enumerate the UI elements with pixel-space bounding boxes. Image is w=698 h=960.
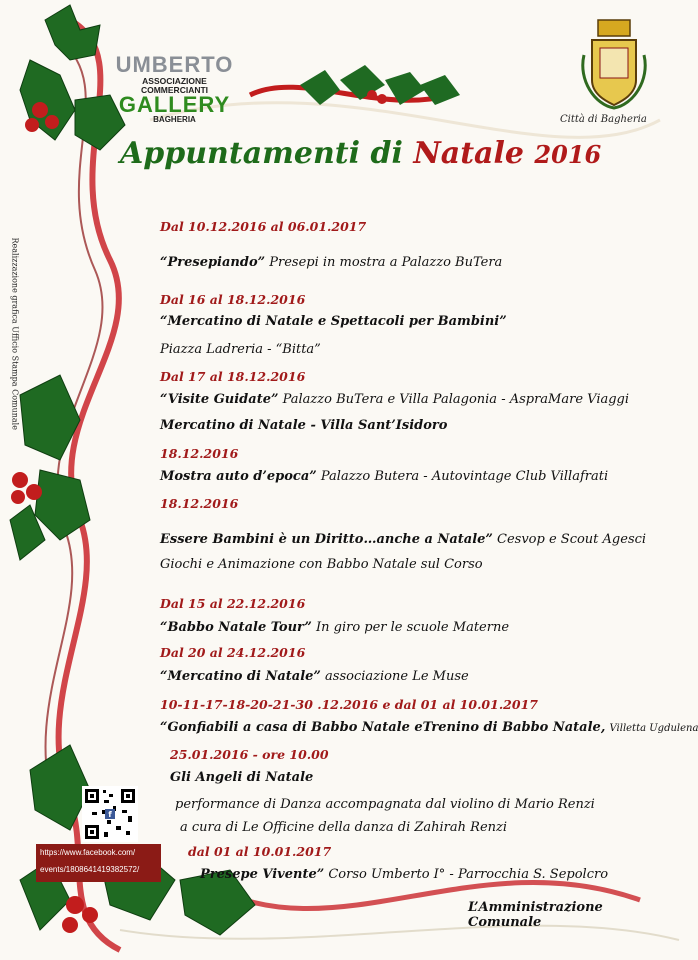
event-date: Dal 20 al 24.12.2016 — [160, 645, 306, 660]
qr-code — [82, 786, 138, 842]
event-title: “Gonfiabili a casa di Babbo Natale eTrenino di Babbo Natale, — [160, 720, 606, 735]
event-line — [160, 532, 646, 547]
event-date: 10-11-17-18-20-21-30 .12.2016 e dal 01 al 10.01.2017 — [160, 697, 538, 712]
event-title: “Visite Guidate” — [160, 392, 279, 407]
event-date: Dal 17 al 18.12.2016 — [160, 369, 306, 384]
event-date: Dal 10.12.2016 al 06.01.2017 — [160, 219, 367, 234]
qr-icon — [82, 786, 138, 842]
event-line — [160, 219, 366, 235]
title-part-1: Appuntamenti di — [120, 136, 403, 171]
event-line — [160, 557, 483, 572]
event-line — [170, 770, 313, 785]
signature: L’Amministrazione Comunale — [468, 900, 603, 930]
facebook-link[interactable] — [36, 844, 161, 882]
event-date: 25.01.2016 - ore 10.00 — [170, 747, 329, 762]
event-title: “Mercatino di Natale” — [160, 669, 321, 684]
side-credit: Realizzazione grafica Ufficio Stampa Comunale — [10, 237, 20, 430]
logo-line-2: ASSOCIAZIONE COMMERCIANTI — [140, 76, 209, 95]
event-title: Presepe Vivente” — [200, 867, 325, 882]
event-line — [160, 342, 321, 357]
event-title: Mostra auto d’epoca” — [160, 469, 317, 484]
event-line — [160, 669, 469, 684]
event-title: “Mercatino di Natale e Spettacoli per Bambini” — [160, 314, 507, 329]
title-part-3: 2016 — [534, 140, 602, 169]
event-title: Gli Angeli di Natale — [170, 770, 314, 785]
event-line — [160, 620, 509, 635]
event-line — [160, 697, 538, 713]
logo-line-4: BAGHERIA — [153, 115, 196, 124]
event-line — [160, 446, 238, 462]
event-title: Essere Bambini è un Diritto…anche a Natale” — [160, 532, 493, 547]
event-detail: a cura di Le Officine della danza di Zahirah Renzi — [180, 820, 508, 835]
event-detail: performance di Danza accompagnata dal violino di Mario Renzi — [175, 797, 595, 812]
event-line — [175, 797, 595, 812]
crest-icon — [583, 20, 645, 108]
event-title: “Presepiando” — [160, 255, 266, 270]
event-date: Dal 16 al 18.12.2016 — [160, 292, 306, 307]
event-title: “Babbo Natale Tour” — [160, 620, 312, 635]
event-date: Dal 15 al 22.12.2016 — [160, 596, 306, 611]
event-line — [180, 820, 507, 835]
event-line — [160, 720, 698, 735]
event-detail: associazione Le Muse — [325, 669, 469, 684]
event-detail: Piazza Ladreria - “Bitta” — [160, 342, 321, 357]
event-line — [160, 369, 305, 385]
page-title — [120, 136, 601, 171]
event-detail: Giochi e Animazione con Babbo Natale sul Corso — [160, 557, 483, 572]
event-line — [160, 292, 305, 308]
event-line — [188, 844, 331, 860]
event-detail: Presepi in mostra a Palazzo BuTera — [269, 255, 503, 270]
event-line — [160, 255, 502, 270]
event-detail: Corso Umberto I° - Parrocchia S. Sepolcro — [328, 867, 609, 882]
svg-text:f: f — [108, 810, 112, 819]
event-detail: In giro per le scuole Materne — [315, 620, 510, 635]
event-detail: Palazzo BuTera e Villa Palagonia - AspraMare Viaggi — [282, 392, 630, 407]
gallery-logo — [112, 54, 237, 124]
event-date: 18.12.2016 — [160, 496, 239, 511]
event-line — [160, 645, 305, 661]
event-line — [160, 418, 447, 433]
crest-caption: Città di Bagheria — [560, 114, 647, 125]
event-line — [170, 747, 329, 763]
event-line — [160, 596, 305, 612]
event-line — [160, 496, 238, 512]
event-line — [160, 314, 507, 329]
event-date: dal 01 al 10.01.2017 — [188, 844, 332, 859]
event-title: Mercatino di Natale - Villa Sant’Isidoro — [160, 418, 448, 433]
event-date: 18.12.2016 — [160, 446, 239, 461]
facebook-line-1: https://www.facebook.com/ — [40, 848, 136, 857]
event-line — [200, 867, 608, 882]
event-detail: Cesvop e Scout Agesci — [497, 532, 647, 547]
logo-line-1: UMBERTO — [115, 52, 234, 77]
logo-line-3: GALLERY — [118, 92, 231, 117]
event-detail: Villetta Ugdulena — [609, 723, 698, 734]
facebook-line-2: events/1808641419382572/ — [40, 865, 140, 874]
title-part-2: Natale — [413, 136, 524, 171]
event-detail: Palazzo Butera - Autovintage Club Villafrati — [320, 469, 609, 484]
event-line — [160, 469, 608, 484]
event-line — [160, 392, 629, 407]
